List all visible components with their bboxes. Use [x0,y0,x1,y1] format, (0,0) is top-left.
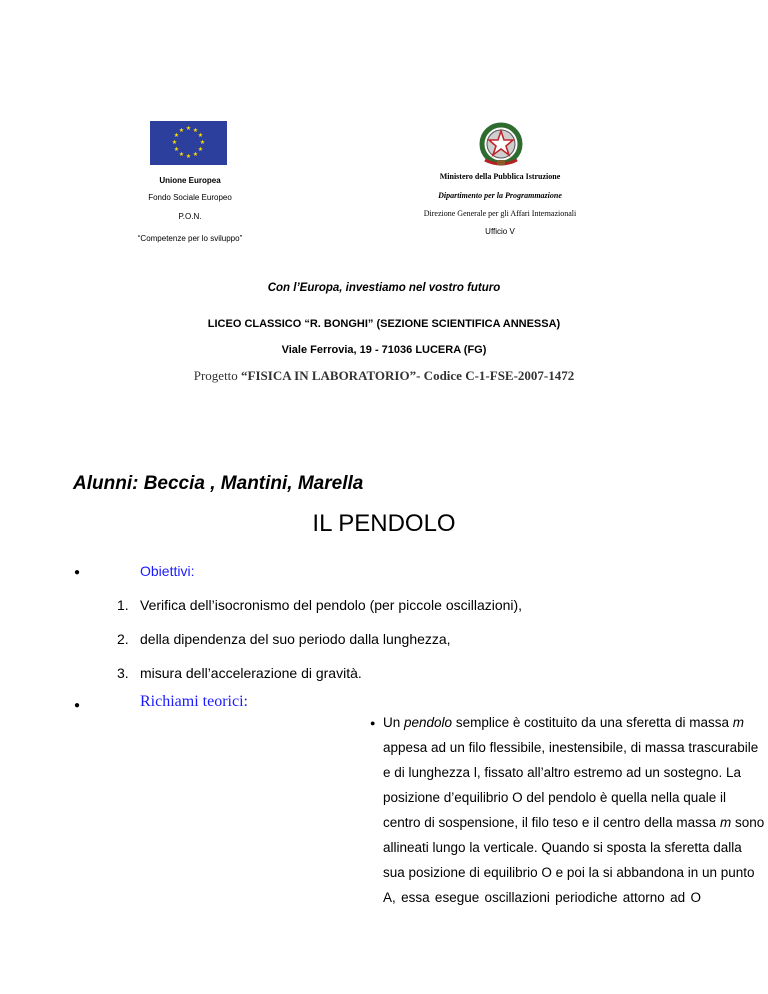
office-label: Ufficio V [485,227,515,236]
theory-line: e di lunghezza l, fissato all’altro estremo ad un sostegno. La [383,765,741,780]
list-item-number: 1. [117,597,129,613]
svg-text:★: ★ [171,139,178,146]
department-label: Dipartimento per la Programmazione [438,191,562,200]
bullet-icon: ● [74,567,81,578]
bullet-icon: ● [370,718,376,728]
project-name: “FISICA IN LABORATORIO”- Codice C-1-FSE-2007-1472 [241,368,575,383]
direction-label: Direzione Generale per gli Affari Internazionali [423,209,577,218]
project-prefix: Progetto [193,368,242,383]
theory-line: sua posizione di equilibrio O e poi la si abbandona in un punto [383,865,755,880]
list-item: misura dell’accelerazione di gravità. [140,665,362,681]
theory-line: A, essa esegue oscillazioni periodiche attorno ad O [383,890,701,905]
school-address: Viale Ferrovia, 19 - 71036 LUCERA (FG) [281,344,487,356]
theory-line: allineati lungo la verticale. Quando si sposta la sferetta dalla [383,840,742,855]
objectives-heading: Obiettivi: [140,563,195,579]
theory-heading: Richiami teorici: [140,693,248,710]
svg-text:★: ★ [185,153,192,160]
theory-line: posizione d’equilibrio O del pendolo è quella nella quale il [383,790,726,805]
theory-line: centro di sospensione, il filo teso e il centro della massa m sono [383,815,765,830]
svg-text:★: ★ [197,132,204,139]
eu-flag-icon [150,121,227,165]
ministry-label: Ministero della Pubblica Istruzione [439,172,561,181]
italian-republic-emblem-icon [479,122,523,168]
svg-text:★: ★ [178,127,185,134]
svg-text:★: ★ [173,132,180,139]
svg-text:★: ★ [178,151,185,158]
students-line: Alunni: Beccia , Mantini, Marella [73,473,364,494]
svg-text:★: ★ [197,146,204,153]
svg-text:★: ★ [192,151,199,158]
list-item: della dipendenza del suo periodo dalla lunghezza, [140,631,451,647]
bullet-icon: ● [74,700,81,711]
svg-text:★: ★ [192,127,199,134]
fund-label: Fondo Sociale Europeo [148,193,232,202]
eu-label: Unione Europea [159,176,221,185]
list-item: Verifica dell’isocronismo del pendolo (per piccole oscillazioni), [140,597,523,613]
svg-text:★: ★ [185,125,192,132]
list-item-number: 2. [117,631,129,647]
list-item-number: 3. [117,665,129,681]
page-title: IL PENDOLO [312,510,456,537]
school-name: LICEO CLASSICO “R. BONGHI” (SEZIONE SCIENTIFICA ANNESSA) [207,318,561,330]
svg-text:★: ★ [199,139,206,146]
project-line [0,368,768,384]
motto-label: “Competenze per lo sviluppo” [137,234,243,243]
theory-line: Un pendolo semplice è costituito da una sferetta di massa m [383,715,744,730]
theory-line: appesa ad un filo flessibile, inestensibile, di massa trascurabile [383,740,759,755]
svg-text:★: ★ [173,146,180,153]
slogan: Con l’Europa, investiamo nel vostro futuro [267,282,501,294]
program-label: P.O.N. [178,212,202,221]
